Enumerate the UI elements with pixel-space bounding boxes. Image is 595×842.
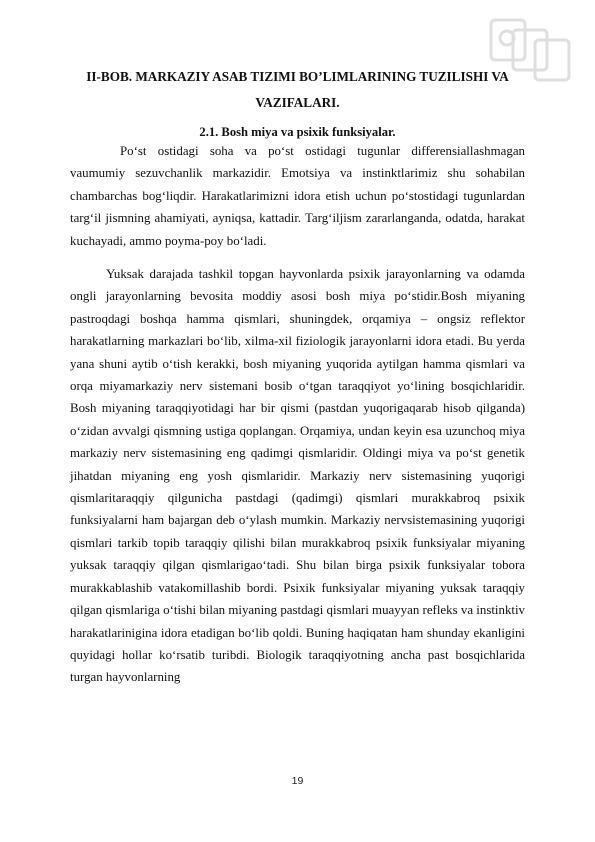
section-heading: 2.1. Bosh miya va psixik funksiyalar. (199, 125, 396, 139)
paragraph: Po‘st ostidagi soha va po‘st ostidagi tugunlar differensiallashmagan vaumumiy sezuvchanlik markazidir. Emotsiya va instinktlarimiz shu sohabilan chambarchas bog‘liqdir. Harakatlarimizni idora etish uchun po‘stostidagi tugunlardan targ‘il jismning ahamiyati, ayniqsa, kattadir. Targ‘iljism zararlanganda, odatda, harakat kuchayadi, ammo poyma-poy bo‘ladi. (70, 144, 525, 248)
page-number: 19 (291, 775, 304, 787)
paragraph: Yuksak darajada tashkil topgan hayvonlarda psixik jarayonlarning va odamda ongli jarayonlarning bevosita moddiy asosi bosh miya po‘stidir.Bosh miyaning pastroqdagi boshqa hamma qismlari, shuningdek, orqamiya – ongsiz reflektor harakatlarning markazlari bo‘lib, xilma-xil fiziologik jarayonlarni idora etadi. Bu yerda yana shuni aytib o‘tish kerakki, bosh miyaning yuqorida aytilgan hamma qismlari va orqa miyamarkaziy nerv sistemani bosib o‘tgan taraqqiyot yo‘lining bosqichlaridir. Bosh miyaning taraqqiyotidagi har bir qismi (pastdan yuqorigaqarab hisob qilganda) o‘zidan avvalgi qismning ustiga qoplangan. Orqamiya, undan keyin esa uzunchoq miya markaziy nerv sistemasining eng qadimgi qismlaridir. Oldingi miya va po‘st genetik jihatdan miyaning eng yosh qismlaridir. Markaziy nerv sistemasining yuqorigi qismlaritaraqqiy qilgunicha pastdagi (qadimgi) qismlari murakkabroq psixik funksiyalarni ham bajargan deb o‘ylash mumkin. Markaziy nervsistemasining yuqorigi qismlari tarkib topib taraqqiy qilishi bilan murakkabroq psixik funksiyalar miyaning yuksak taraqqiy qilgan qismlarigao‘tadi. Shu bilan birga psixik funksiyalar tobora murakkablashib vatakomillashib bordi. Psixik funksiyalar miyaning yuksak taraqqiy qilgan qismlariga o‘tishi bilan miyaning pastdagi qismlari muayyan refleks va instinktiv harakatlarinigina idora etadigan bo‘lib qoldi. Buning haqiqatan ham shunday ekanligini quyidagi hollar ko‘rsatib turibdi. Biologik taraqqiyotning ancha past bosqichlarida turgan hayvonlarning (70, 267, 525, 685)
chapter-heading: II-BOB. MARKAZIY ASAB TIZIMI BO’LIMLARINING TUZILISHI VA VAZIFALARI. (86, 69, 509, 110)
